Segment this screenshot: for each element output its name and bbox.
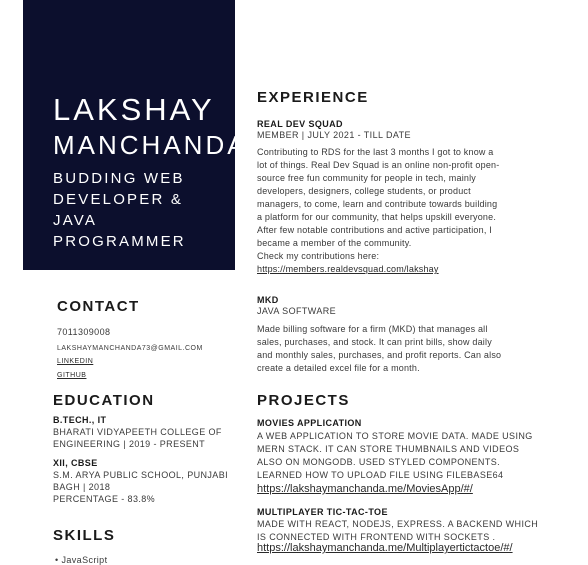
- job-description: [257, 146, 557, 276]
- github-link[interactable]: GITHUB: [57, 372, 87, 379]
- job-role: MEMBER | JULY 2021 - TILL DATE: [257, 130, 411, 140]
- project-name: MOVIES APPLICATION: [257, 418, 362, 428]
- desc-line: developers, designers, college students, or product: [257, 186, 471, 196]
- desc-line: LEARNED HOW TO UPLOAD FILE USING FILEBASE64: [257, 470, 504, 480]
- education-line: PERCENTAGE - 83.8%: [53, 494, 156, 504]
- desc-line: Made billing software for a firm (MKD) that manages all: [257, 324, 488, 334]
- desc-line: sales, purchases, and stock. It can print bills, show daily: [257, 337, 492, 347]
- desc-line: and monthly sales, purchases, and profit reports. Can also: [257, 350, 502, 360]
- job-description: [257, 323, 557, 375]
- contact-heading: CONTACT: [57, 298, 140, 315]
- skills-heading: SKILLS: [53, 527, 116, 544]
- job-role: JAVA SOFTWARE: [257, 306, 337, 316]
- education-line: BAGH | 2018: [53, 482, 111, 492]
- project-description: [257, 518, 567, 544]
- degree-title: B.TECH., IT: [53, 415, 107, 425]
- tagline-line: PROGRAMMER: [53, 233, 186, 250]
- desc-line: A WEB APPLICATION TO STORE MOVIE DATA. MADE USING: [257, 431, 533, 441]
- education-heading: EDUCATION: [53, 392, 155, 409]
- desc-line: ALSO ON MONGODB. USED STYLED COMPONENTS.: [257, 457, 501, 467]
- job-org: REAL DEV SQUAD: [257, 119, 343, 129]
- tagline-line: BUDDING WEB: [53, 170, 185, 187]
- email-address[interactable]: LAKSHAYMANCHANDA73@GMAIL.COM: [57, 345, 203, 352]
- job-org: MKD: [257, 295, 279, 305]
- desc-line: MERN STACK. IT CAN STORE THUMBNAILS AND VIDEOS: [257, 444, 520, 454]
- desc-line: IS CONNECTED WITH FRONTEND WITH SOCKETS .: [257, 532, 496, 542]
- projects-heading: PROJECTS: [257, 392, 350, 409]
- degree-title: XII, CBSE: [53, 458, 98, 468]
- tictactoe-link[interactable]: https://lakshaymanchanda.me/Multiplayertictactoe/#/: [257, 542, 513, 554]
- skill-item: • JavaScript: [55, 555, 108, 565]
- desc-line: source free fun community for people in tech, mainly: [257, 173, 476, 183]
- desc-line: Check my contributions here:: [257, 251, 380, 261]
- linkedin-link[interactable]: LINKEDIN: [57, 358, 94, 365]
- last-name: MANCHANDA: [53, 130, 248, 160]
- desc-line: create a detailed excel file for a month.: [257, 363, 420, 373]
- experience-heading: EXPERIENCE: [257, 89, 369, 106]
- desc-line: became a member of the community.: [257, 238, 412, 248]
- project-name: MULTIPLAYER TIC-TAC-TOE: [257, 507, 388, 517]
- desc-line: After few notable contributions and active participation, I: [257, 225, 492, 235]
- movies-app-link[interactable]: https://lakshaymanchanda.me/MoviesApp/#/: [257, 483, 473, 495]
- education-line: S.M. ARYA PUBLIC SCHOOL, PUNJABI: [53, 470, 229, 480]
- education-line: ENGINEERING | 2019 - PRESENT: [53, 439, 206, 449]
- desc-line: lot of things. Real Dev Squad is an online non-profit open-: [257, 160, 500, 170]
- desc-line: Contributing to RDS for the last 3 months I got to know a: [257, 147, 494, 157]
- contributions-link[interactable]: https://members.realdevsquad.com/lakshay: [257, 264, 439, 274]
- tagline-line: DEVELOPER &: [53, 191, 184, 208]
- desc-line: a platform for our community, that helps upskill everyone.: [257, 212, 497, 222]
- first-name: LAKSHAY: [53, 92, 215, 127]
- desc-line: managers, to come, learn and contribute towards building: [257, 199, 498, 209]
- education-line: BHARATI VIDYAPEETH COLLEGE OF: [53, 427, 222, 437]
- skill-label: JavaScript: [61, 555, 108, 565]
- project-description: [257, 430, 567, 482]
- phone-number: 7011309008: [57, 327, 111, 337]
- desc-line: MADE WITH REACT, NODEJS, EXPRESS. A BACKEND WHICH: [257, 519, 539, 529]
- tagline-line: JAVA: [53, 212, 98, 229]
